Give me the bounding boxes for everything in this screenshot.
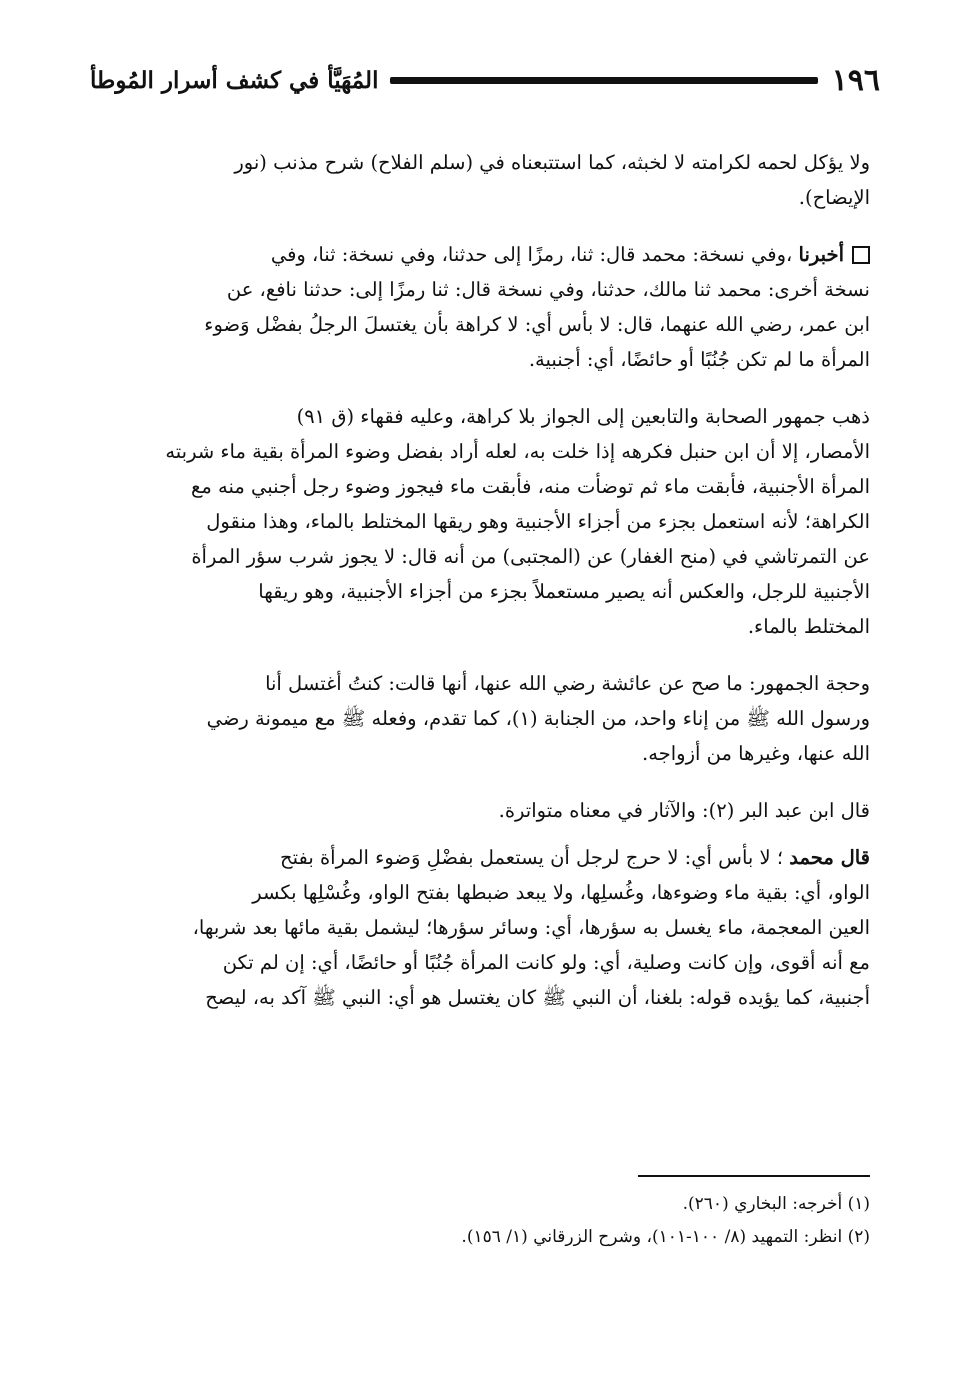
paragraph-1 — [103, 145, 870, 215]
book-title: المُهَيَّأ في كشف أسرار المُوطأ — [90, 66, 379, 94]
text-line: المرأة الأجنبية، فأبقت ماء ثم توضأت منه، فأبقت ماء فيجوز وضوء رجل أجنبي منه مع — [191, 475, 870, 498]
text-line: وحجة الجمهور: ما صح عن عائشة رضي الله عنها، أنها قالت: كنتُ أغتسل أنا — [265, 672, 870, 695]
footnote-2: (٢) انظر: التمهيد (٨/ ١٠٠-١٠١)، وشرح الزرقاني (١/ ١٥٦). — [461, 1227, 870, 1247]
page-header — [90, 60, 880, 100]
text-line: العين المعجمة، ماء يغسل به سؤرها، أي: وسائر سؤرها؛ ليشمل بقية مائها بعد شربها، — [192, 916, 870, 939]
paragraph-6 — [103, 840, 870, 1015]
text-span: ،وفي نسخة: محمد قال: ثنا، رمزًا إلى حدثنا، وفي نسخة: ثنا، وفي — [270, 243, 793, 266]
paragraph-3 — [103, 399, 870, 644]
text-line: الأجنبية للرجل، والعكس أنه يصير مستعملاً بجزء من أجزاء الأجنبية، وهو ريقها — [258, 580, 870, 603]
text-line: الواو، أي: بقية ماء وضوءها، وغُسلِها، ولا يبعد ضبطها بفتح الواو، وغُسْلِها بكسر — [252, 881, 870, 904]
text-line: مع أنه أقوى، وإن كانت وصلية، أي: ولو كانت المرأة جُنُبًا أو حائضًا، أي: إن لم تكن — [222, 951, 870, 974]
text-line: ابن عمر، رضي الله عنهما، قال: لا بأس أي: لا كراهة بأن يغتسلَ الرجلُ بفضْل وَضوء — [204, 313, 870, 336]
text-line: نسخة أخرى: محمد ثنا مالك، حدثنا، وفي نسخة قال: ثنا رمزًا إلى: حدثنا نافع، عن — [226, 278, 870, 301]
paragraph-4 — [103, 666, 870, 771]
text-line — [103, 237, 870, 272]
footnote-divider — [638, 1175, 870, 1177]
text-line: ولا يؤكل لحمه لكرامته لا لخبثه، كما استتبعناه في (سلم الفلاح) شرح مذنب (نور — [234, 151, 870, 174]
main-text — [103, 145, 870, 1037]
text-line: الأمصار، إلا أن ابن حنبل فكرهه إذا خلت به، لعله أراد بفضل وضوء المرأة بقية ماء شربته — [165, 440, 870, 463]
text-line: الكراهة؛ لأنه استعمل بجزء من أجزاء الأجنبية وهو ريقها المختلط بالماء، وهذا منقول — [206, 510, 870, 533]
page-number: ١٩٦ — [831, 62, 880, 98]
text-line — [103, 840, 870, 875]
paragraph-5 — [103, 793, 870, 828]
text-line: ذهب جمهور الصحابة والتابعين إلى الجواز بلا كراهة، وعليه فقهاء (ق ٩١) — [296, 405, 870, 428]
text-line: عن التمرتاشي في (منح الغفار) عن (المجتبى) من أنه قال: لا يجوز شرب سؤر المرأة — [191, 545, 870, 568]
text-line: أجنبية، كما يؤيده قوله: بلغنا، أن النبي ﷺ كان يغتسل هو أي: النبي ﷺ آكد به، ليصح — [205, 986, 870, 1009]
lead-bold-text: قال محمد — [789, 846, 870, 869]
square-bullet-icon — [852, 246, 870, 264]
text-line: المرأة ما لم تكن جُنُبًا أو حائضًا، أي: أجنبية. — [528, 348, 870, 371]
text-line: المختلط بالماء. — [747, 615, 870, 638]
footnotes — [103, 1188, 870, 1254]
text-line: الله عنها، وغيرها من أزواجه. — [642, 742, 870, 765]
text-span: ؛ لا بأس أي: لا حرج لرجل أن يستعمل بفضْلِ وَضوء المرأة بفتح — [279, 846, 784, 869]
header-rule — [390, 77, 817, 84]
text-line: ورسول الله ﷺ من إناء واحد، من الجنابة (١)، كما تقدم، وفعله ﷺ مع ميمونة رضي — [206, 707, 870, 730]
text-line: الإيضاح). — [798, 186, 870, 209]
paragraph-2 — [103, 237, 870, 377]
lead-bold-text: أخبرنا — [798, 243, 844, 266]
text-line: قال ابن عبد البر (٢): والآثار في معناه متواترة. — [498, 799, 870, 822]
footnote-1: (١) أخرجه: البخاري (٢٦٠). — [682, 1194, 870, 1214]
